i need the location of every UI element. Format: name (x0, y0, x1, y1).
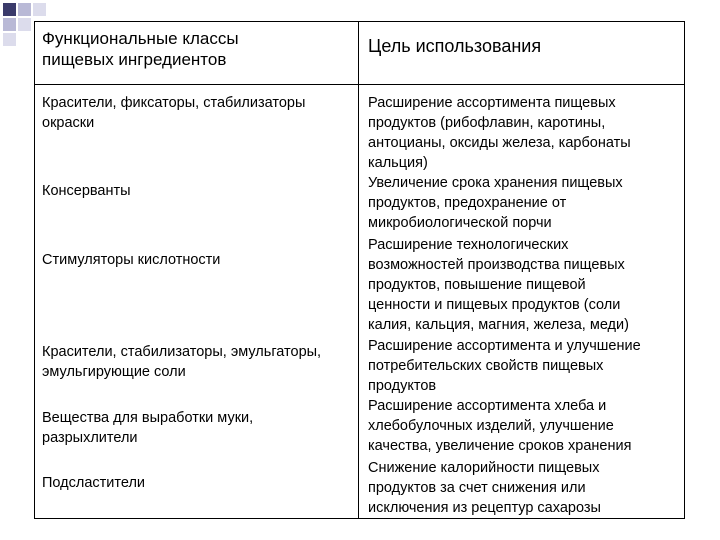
header-col1-line: Функциональные классы (42, 29, 239, 48)
cell-line: потребительских свойств пищевых (368, 358, 604, 374)
cell-line: кальция) (368, 155, 428, 171)
cell-line: хлебобулочных изделий, улучшение (368, 418, 614, 434)
row-4-class (42, 342, 321, 382)
row-2-purpose (368, 173, 623, 233)
cell-line: Расширение технологических (368, 237, 569, 253)
row-5-purpose (368, 396, 631, 456)
cell-line: Консерванты (42, 183, 131, 199)
row-1-purpose (368, 93, 631, 173)
cell-line: продуктов (рибофлавин, каротины, (368, 115, 606, 131)
cell-line: продуктов, предохранение от (368, 195, 567, 211)
column-divider (358, 22, 359, 518)
row-6-purpose (368, 458, 601, 518)
row-6-class (42, 473, 145, 493)
cell-line: эмульгирующие соли (42, 364, 186, 380)
cell-line: Расширение ассортимента и улучшение (368, 338, 641, 354)
row-1-class (42, 93, 305, 133)
cell-line: Красители, фиксаторы, стабилизаторы (42, 95, 306, 111)
cell-line: Расширение ассортимента хлеба и (368, 398, 607, 414)
cell-line: микробиологической порчи (368, 215, 552, 231)
cell-line: качества, увеличение сроков хранения (368, 438, 632, 454)
cell-line: продуктов (368, 378, 437, 394)
cell-line: Стимуляторы кислотности (42, 252, 221, 268)
cell-line: ценности и пищевых продуктов (соли (368, 297, 621, 313)
row-2-class (42, 181, 131, 201)
cell-line: Расширение ассортимента пищевых (368, 95, 616, 111)
cell-line: антоцианы, оксиды железа, карбонаты (368, 135, 631, 151)
row-5-class (42, 408, 253, 448)
cell-line: исключения из рецептур сахарозы (368, 500, 601, 516)
cell-line: разрыхлители (42, 430, 138, 446)
cell-line: окраски (42, 115, 95, 131)
cell-line: калия, кальция, магния, железа, меди) (368, 317, 629, 333)
header-functional-classes (42, 28, 342, 70)
cell-line: Подсластители (42, 475, 146, 491)
row-4-purpose (368, 336, 641, 396)
ingredients-table (34, 21, 685, 519)
cell-line: Увеличение срока хранения пищевых (368, 175, 623, 191)
cell-line: продуктов, повышение пищевой (368, 277, 586, 293)
cell-line: возможностей производства пищевых (368, 257, 625, 273)
cell-line: Снижение калорийности пищевых (368, 460, 600, 476)
header-purpose: Цель использования (368, 36, 542, 56)
table-header-row (35, 22, 684, 85)
cell-line: Вещества для выработки муки, (42, 410, 254, 426)
header-col1-line: пищевых ингредиентов (42, 50, 227, 69)
cell-line: продуктов за счет снижения или (368, 480, 586, 496)
row-3-purpose (368, 235, 629, 335)
cell-line: Красители, стабилизаторы, эмульгаторы, (42, 344, 322, 360)
row-3-class (42, 250, 220, 270)
